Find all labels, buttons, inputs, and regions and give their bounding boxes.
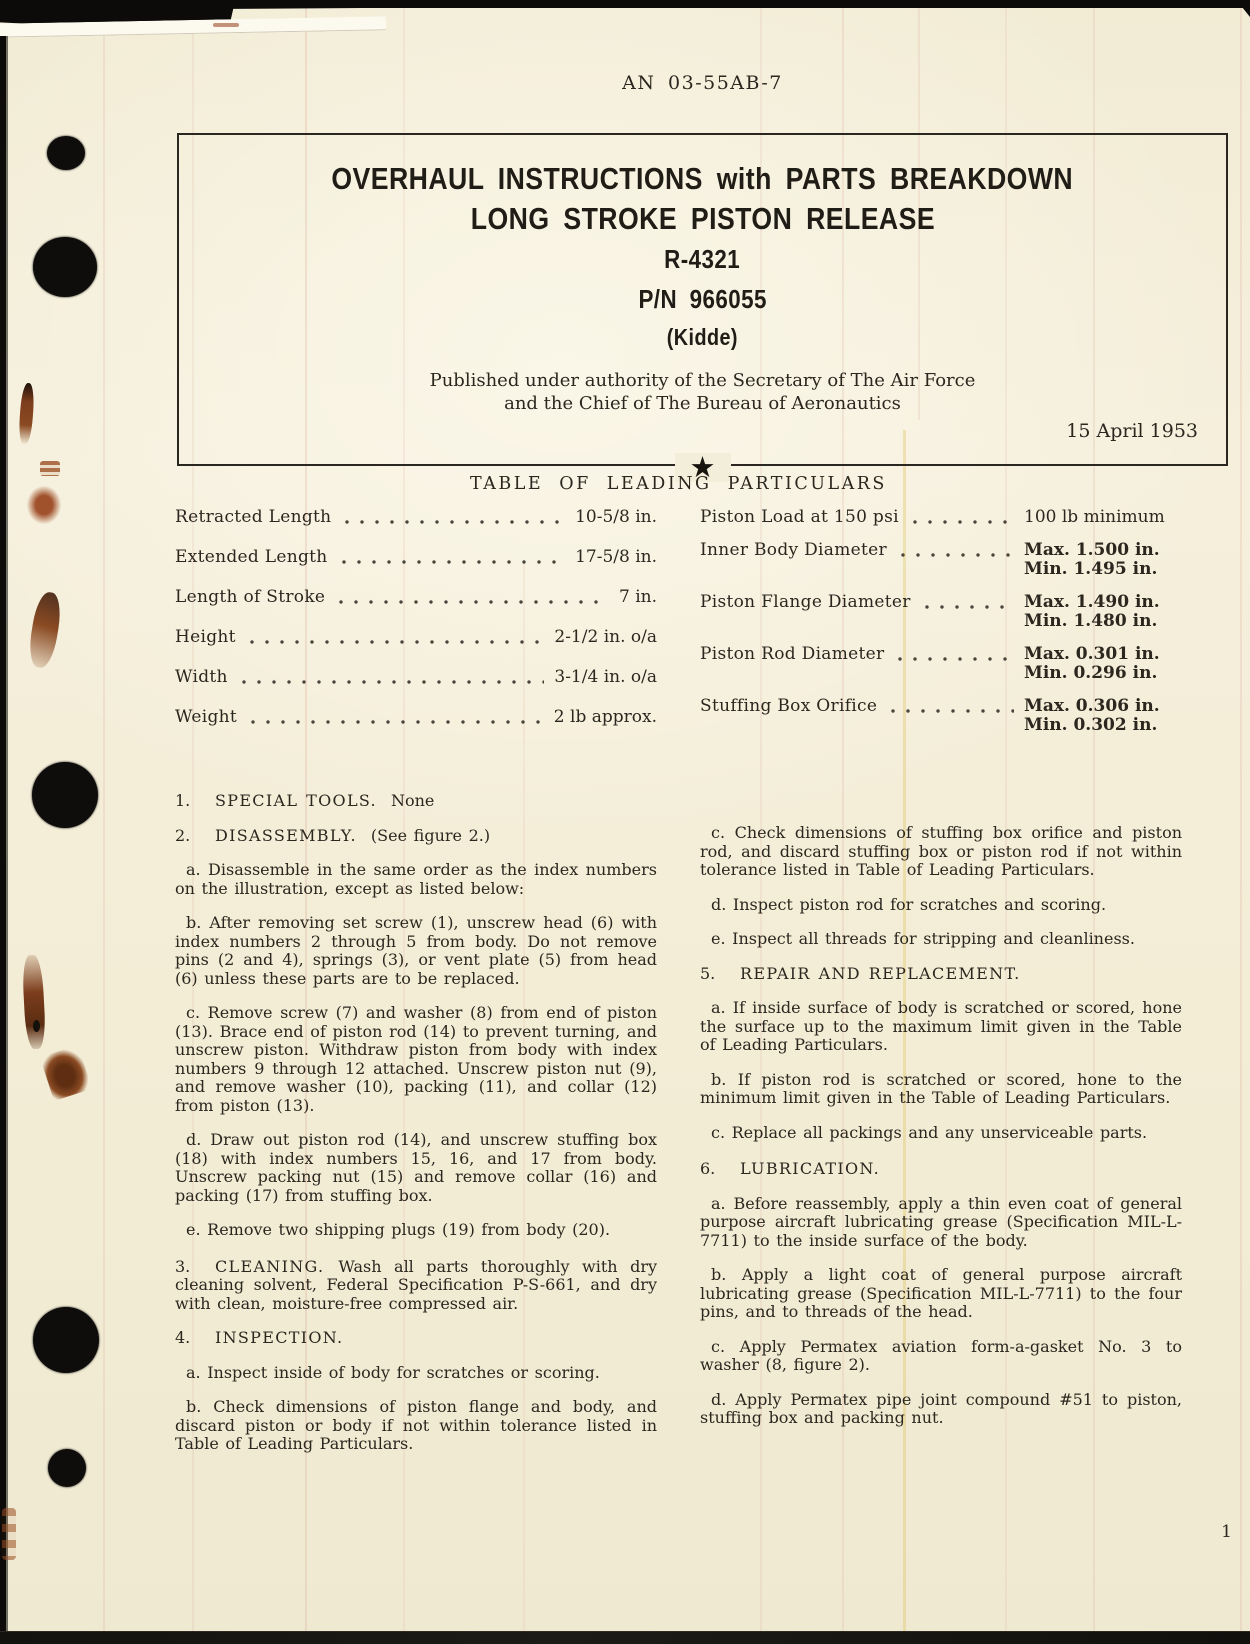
body-paragraph: b. If piston rod is scratched or scored, hone to the minimum limit given in the Table of Leading Particulars. (700, 1069, 1182, 1107)
leader-dots (913, 520, 1014, 524)
particular-row (175, 548, 657, 567)
particulars-heading: TABLE OF LEADING PARTICULARS (470, 474, 887, 494)
particular-value: 2 lb approx. (553, 707, 657, 727)
particular-row (700, 697, 1182, 735)
particular-row (175, 668, 657, 687)
section-number: 6. (700, 1159, 716, 1178)
particular-row (175, 588, 657, 607)
particulars-right-column (700, 508, 1182, 749)
body-paragraph: a. Inspect inside of body for scratches or scoring. (186, 1362, 600, 1382)
particular-label: Length of Stroke (175, 587, 326, 607)
particular-row (175, 628, 657, 647)
section-text: Wash all parts thoroughly with dry cleaning solvent, Federal Specification P-S-661, and dry with clean, moisture-free compressed air. (175, 1256, 657, 1313)
particular-row (175, 708, 657, 727)
aging-streak (103, 0, 105, 1644)
particular-label: Inner Body Diameter (700, 540, 887, 560)
section-heading (700, 1160, 1182, 1179)
body-paragraph: e. Remove two shipping plugs (19) from body (20). (186, 1220, 611, 1239)
particular-value: 2-1/2 in. o/a (554, 627, 657, 647)
particular-row (700, 541, 1182, 579)
section-title: LUBRICATION. (740, 1159, 881, 1178)
model-number: R-4321 (664, 244, 741, 274)
rust-stain (22, 955, 47, 1050)
part-number: P/N 966055 (638, 284, 767, 314)
leader-dots (242, 680, 545, 684)
section-heading (175, 792, 657, 811)
body-paragraph: d. Apply Permatex pipe joint compound #51 to piston, stuffing box and packing nut. (700, 1389, 1182, 1427)
particular-row (700, 645, 1182, 683)
rust-stain (18, 383, 35, 446)
section-title: INSPECTION. (215, 1328, 344, 1347)
body-paragraph: a. Disassemble in the same order as the index numbers on the illustration, except as listed below: (175, 860, 657, 898)
particular-value: 3-1/4 in. o/a (554, 667, 657, 687)
body-paragraph: c. Remove screw (7) and washer (8) from end of piston (13). Brace end of piston rod (14) to prevent turning, and unscrew piston. Withdraw piston from body with index numbers 9 through 12 attached. Unscrew piston nut (9), and remove washer (10), packing (11), and collar (12) from piston (13). (175, 1003, 657, 1115)
leader-dots (901, 553, 1014, 557)
publish-date: 15 April 1953 (1066, 420, 1198, 442)
particular-label: Extended Length (175, 547, 328, 567)
particulars-left-column (175, 508, 657, 749)
particular-row (700, 508, 1182, 527)
rust-stain (40, 1045, 92, 1101)
leader-dots (898, 657, 1014, 661)
hole-punch (33, 237, 97, 297)
leader-dots (891, 709, 1014, 713)
section-number: 5. (700, 963, 716, 983)
particular-row (175, 508, 657, 527)
body-paragraph: a. Before reassembly, apply a thin even coat of general purpose aircraft lubricating grease (Specification MIL-L-7711) to the inside surface of the body. (700, 1193, 1182, 1250)
rust-stain (26, 590, 64, 669)
particular-value: Max. 1.500 in. Min. 1.495 in. (1024, 540, 1160, 579)
hole-punch (33, 1307, 99, 1373)
particular-label: Piston Rod Diameter (700, 644, 885, 664)
particular-row (700, 593, 1182, 631)
section-heading (175, 827, 657, 846)
body-paragraph: c. Check dimensions of stuffing box orifice and piston rod, and discard stuffing box or piston rod if not within tolerance listed in Table of Leading Particulars. (700, 823, 1182, 879)
body-right-column (700, 788, 1182, 1470)
rust-stain (33, 1020, 40, 1032)
title-line-2: LONG STROKE PISTON RELEASE (470, 201, 935, 236)
particular-value: Max. 1.490 in. Min. 1.480 in. (1024, 592, 1160, 631)
rust-stain (40, 461, 60, 476)
leader-dots (339, 600, 609, 604)
body-paragraph: c. Apply Permatex aviation form-a-gasket No. 3 to washer (8, figure 2). (700, 1336, 1182, 1374)
section-title: CLEANING. (215, 1256, 325, 1276)
star-icon: ★ (675, 453, 731, 482)
section-number: 1. (175, 791, 191, 810)
body-paragraph: b. Check dimensions of piston flange and body, and discard piston or body if not within tolerance listed in Table of Leading Particulars. (175, 1397, 657, 1453)
section-text: None (390, 791, 435, 810)
particular-value: 10-5/8 in. (575, 507, 657, 527)
body-columns (175, 788, 1182, 1470)
hole-punch (32, 762, 98, 828)
leader-dots (925, 605, 1014, 609)
particular-value: 100 lb minimum (1024, 507, 1165, 527)
particular-label: Piston Flange Diameter (700, 592, 911, 612)
body-paragraph: b. Apply a light coat of general purpose aircraft lubricating grease (Specification MIL-L-7711) to the four pins, and to threads of the head. (700, 1265, 1182, 1321)
section-text: (See figure 2.) (370, 825, 491, 845)
leader-dots (345, 520, 565, 524)
section-number: 4. (175, 1328, 191, 1347)
particular-value: 7 in. (618, 587, 657, 607)
particular-value: Max. 0.306 in. Min. 0.302 in. (1024, 696, 1160, 735)
section-title: DISASSEMBLY. (215, 825, 357, 845)
body-left-column (175, 788, 657, 1470)
section-heading (175, 1258, 657, 1314)
leader-dots (251, 720, 544, 724)
scan-band-left (0, 36, 10, 1644)
rust-stain (27, 486, 61, 524)
particular-label: Stuffing Box Orifice (700, 696, 878, 716)
page-number: 1 (1221, 1522, 1232, 1542)
hole-punch (47, 136, 85, 170)
section-number: 2. (175, 825, 191, 845)
particular-label: Weight (175, 707, 238, 727)
aging-streak (1240, 0, 1242, 1644)
particular-label: Piston Load at 150 psi (700, 507, 899, 527)
leader-dots (250, 640, 545, 644)
doc-number: AN 03-55AB-7 (622, 72, 783, 94)
authority-line: Published under authority of the Secretary of The Air Force (429, 370, 976, 391)
particular-value: 17-5/8 in. (575, 547, 657, 567)
authority-line: and the Chief of The Bureau of Aeronautics (504, 393, 901, 414)
body-paragraph: a. If inside surface of body is scratched or scored, hone the surface up to the maximum limit given in the Table of Leading Particulars. (700, 998, 1182, 1054)
body-paragraph: e. Inspect all threads for stripping and cleanliness. (711, 929, 1135, 948)
title-line-1: OVERHAUL INSTRUCTIONS with PARTS BREAKDOWN (331, 161, 1074, 196)
authority-statement (179, 369, 1226, 415)
body-paragraph: d. Inspect piston rod for scratches and scoring. (711, 894, 1107, 914)
section-heading (700, 965, 1182, 984)
section-title: SPECIAL TOOLS. (215, 791, 377, 810)
section-title: REPAIR AND REPLACEMENT. (740, 963, 1021, 983)
particulars-table (175, 508, 1182, 749)
section-number: 3. (175, 1256, 191, 1276)
body-paragraph: c. Replace all packings and any unserviceable parts. (711, 1122, 1148, 1142)
section-heading (175, 1329, 657, 1348)
scan-band-bottom (0, 1631, 1250, 1644)
body-paragraph: d. Draw out piston rod (14), and unscrew stuffing box (18) with index numbers 15, 16, and 17 from body. Unscrew packing nut (15) and remove collar (16) and packing (17) from stuffing box. (175, 1130, 657, 1205)
particular-label: Height (175, 627, 236, 647)
particular-value: Max. 0.301 in. Min. 0.296 in. (1024, 644, 1160, 683)
particular-label: Retracted Length (175, 507, 332, 527)
manufacturer: (Kidde) (666, 324, 739, 350)
particular-label: Width (175, 667, 228, 687)
leader-dots (342, 560, 566, 564)
hole-punch (48, 1449, 86, 1487)
body-paragraph: b. After removing set screw (1), unscrew head (6) with index numbers 2 through 5 from body. Do not remove pins (2 and 4), springs (3), or vent plate (5) from head (6) unless these parts are to be replaced. (175, 913, 657, 988)
